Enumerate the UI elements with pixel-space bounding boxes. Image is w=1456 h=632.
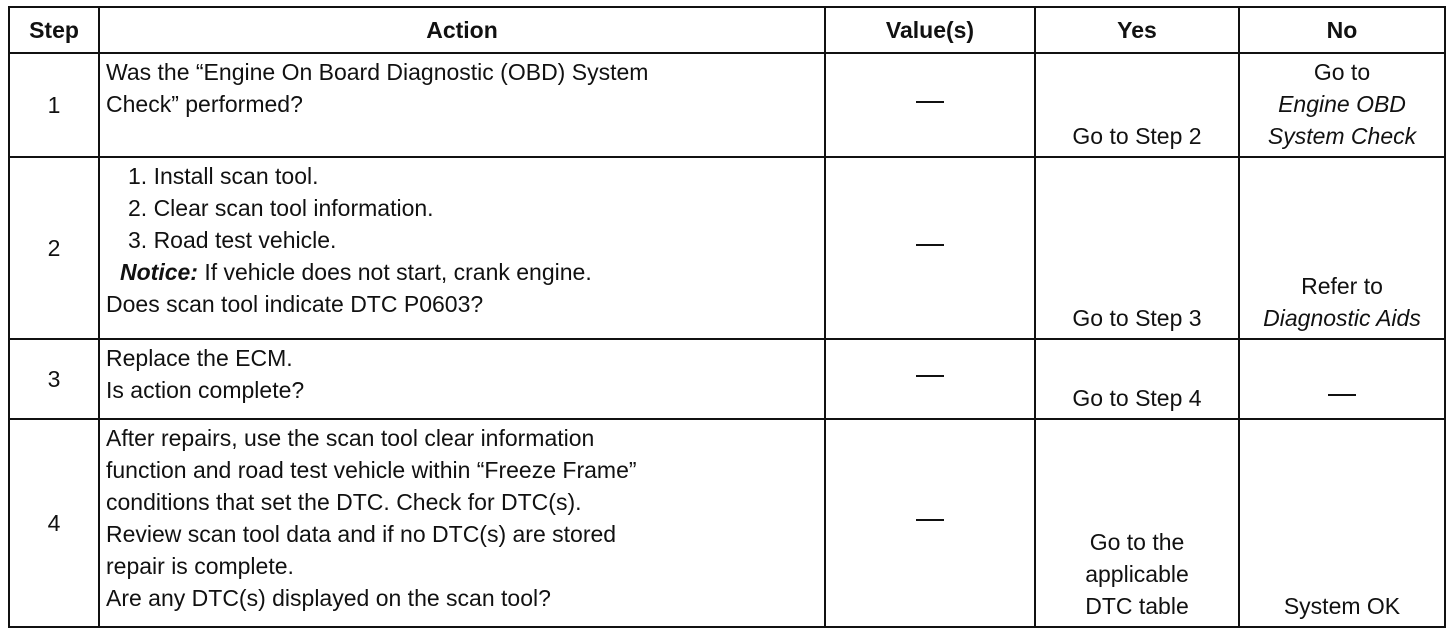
- notice-label: Notice:: [120, 259, 198, 285]
- action-line: repair is complete.: [106, 553, 294, 579]
- action-question: Does scan tool indicate DTC P0603?: [106, 291, 484, 317]
- action-cell: [99, 157, 825, 339]
- value-cell: [825, 339, 1035, 419]
- diagnostic-table: [8, 6, 1446, 628]
- no-link-text: Engine OBD: [1278, 91, 1406, 117]
- yes-line: DTC table: [1085, 593, 1189, 619]
- table-row: [9, 157, 1445, 339]
- no-prefix: Refer to: [1301, 273, 1383, 299]
- action-line: conditions that set the DTC. Check for DTC(s).: [106, 489, 582, 515]
- yes-cell: Go to Step 4: [1035, 339, 1239, 419]
- action-cell: [99, 53, 825, 157]
- action-line: After repairs, use the scan tool clear information: [106, 425, 595, 451]
- action-line: Review scan tool data and if no DTC(s) are stored: [106, 521, 617, 547]
- yes-cell: [1035, 419, 1239, 627]
- header-step: Step: [9, 7, 99, 53]
- header-action: Action: [99, 7, 825, 53]
- header-yes: Yes: [1035, 7, 1239, 53]
- table-row: [9, 419, 1445, 627]
- value-cell: [825, 157, 1035, 339]
- dash-mark: [916, 519, 944, 521]
- header-no: No: [1239, 7, 1445, 53]
- no-cell: [1239, 157, 1445, 339]
- no-cell: [1239, 53, 1445, 157]
- header-values: Value(s): [825, 7, 1035, 53]
- step-number: 2: [9, 157, 99, 339]
- no-link-text: Diagnostic Aids: [1263, 305, 1421, 331]
- yes-line: applicable: [1085, 561, 1189, 587]
- step-number: 3: [9, 339, 99, 419]
- no-cell: [1239, 339, 1445, 419]
- yes-line: Go to the: [1089, 529, 1185, 555]
- action-line: Was the “Engine On Board Diagnostic (OBD) System: [106, 59, 649, 85]
- action-line: function and road test vehicle within “Freeze Frame”: [106, 457, 637, 483]
- step-number: 4: [9, 419, 99, 627]
- dash-mark: [916, 101, 944, 103]
- yes-cell: Go to Step 2: [1035, 53, 1239, 157]
- yes-cell: Go to Step 3: [1035, 157, 1239, 339]
- no-prefix: Go to: [1313, 59, 1371, 85]
- action-substep: 1. Install scan tool.: [128, 163, 319, 189]
- step-number: 1: [9, 53, 99, 157]
- action-line: Is action complete?: [106, 377, 305, 403]
- no-link-text: System Check: [1267, 123, 1417, 149]
- header-row: [9, 7, 1445, 53]
- table-row: [9, 53, 1445, 157]
- action-line: Check” performed?: [106, 91, 303, 117]
- action-substep: 2. Clear scan tool information.: [128, 195, 434, 221]
- action-line: Replace the ECM.: [106, 345, 293, 371]
- no-cell: System OK: [1239, 419, 1445, 627]
- notice-text: If vehicle does not start, crank engine.: [197, 259, 592, 285]
- dash-mark: [1328, 394, 1356, 396]
- action-line: Are any DTC(s) displayed on the scan tool?: [106, 585, 551, 611]
- value-cell: [825, 419, 1035, 627]
- dash-mark: [916, 244, 944, 246]
- dash-mark: [916, 375, 944, 377]
- action-cell: [99, 419, 825, 627]
- action-substep: 3. Road test vehicle.: [128, 227, 337, 253]
- notice-line: [106, 256, 818, 288]
- value-cell: [825, 53, 1035, 157]
- action-cell: [99, 339, 825, 419]
- table-row: [9, 339, 1445, 419]
